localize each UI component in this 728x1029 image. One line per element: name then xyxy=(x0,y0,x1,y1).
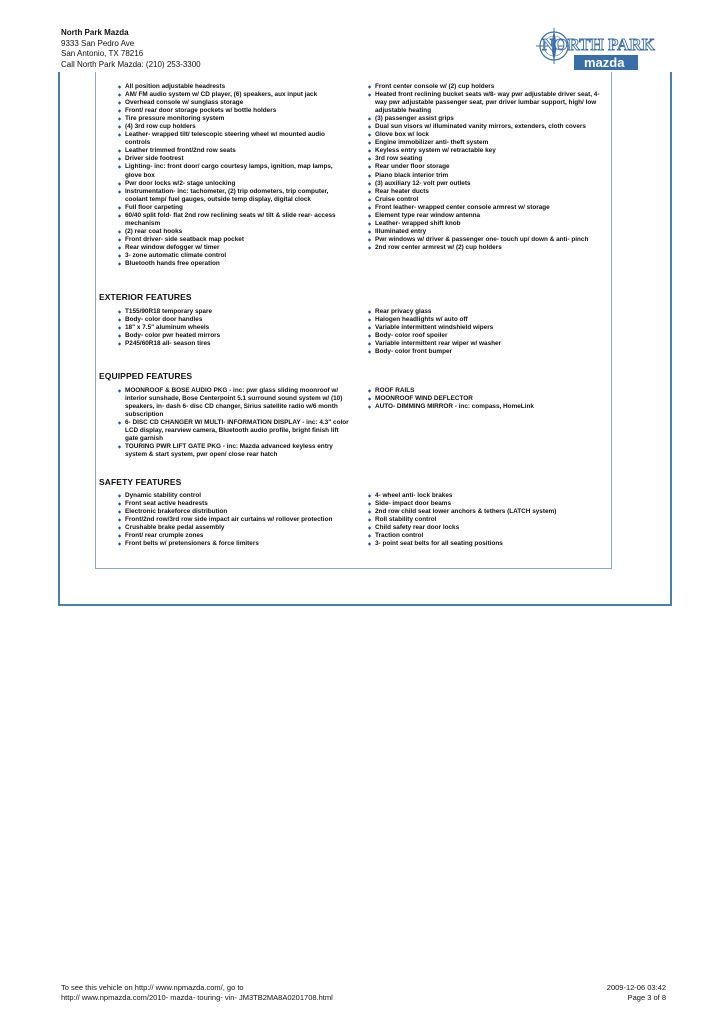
feature-item: ◆ Dual sun visors w/ illuminated vanity mirrors, extenders, cloth covers xyxy=(368,123,606,131)
feature-item: ◆ Front belts w/ pretensioners & force limiters xyxy=(118,540,350,548)
feature-item: ◆ Body- color front bumper xyxy=(368,348,606,356)
feature-item: ◆ Piano black interior trim xyxy=(368,172,606,180)
feature-item: ◆ MOONROOF & BOSE AUDIO PKG - inc: pwr glass sliding moonroof w/ interior sunshade, Bose Centerpoint 5.1 surround sound system w/ (10) speakers, in- dash 6- disc CD changer, Sirius satellite radio w/6 month subscription xyxy=(118,387,350,419)
feature-item: ◆ Instrumentation- inc: tachometer, (2) trip odometers, trip computer, coolant temp/ fuel gauges, outside temp display, digital clock xyxy=(118,188,350,204)
feature-item: ◆ Body- color door handles xyxy=(118,316,350,324)
logo-text-bottom: mazda xyxy=(584,55,625,70)
feature-item: ◆ Body- color roof spoiler xyxy=(368,332,606,340)
feature-item: ◆ 2nd row center armrest w/ (2) cup holders xyxy=(368,244,606,252)
feature-item: ◆ Heated front reclining bucket seats w/8- way pwr adjustable driver seat, 4- way pwr adjustable passenger seat, pwr driver lumbar support, high/ low adjustable heating xyxy=(368,91,606,115)
equipped-features-right xyxy=(368,387,606,411)
feature-item: ◆ Pwr windows w/ driver & passenger one- touch up/ down & anti- pinch xyxy=(368,236,606,244)
feature-item: ◆ Front/ rear door storage pockets w/ bottle holders xyxy=(118,107,350,115)
feature-item: ◆ Halogen headlights w/ auto off xyxy=(368,316,606,324)
feature-item: ◆ Electronic brakeforce distribution xyxy=(118,508,350,516)
feature-item: ◆ Engine immobilizer anti- theft system xyxy=(368,139,606,147)
feature-item: ◆ Dynamic stability control xyxy=(118,492,350,500)
feature-item: ◆ Element type rear window antenna xyxy=(368,212,606,220)
footer-timestamp: 2009-12-06 03:42 xyxy=(606,983,666,992)
interior-features-right xyxy=(368,83,606,252)
feature-item: ◆ 3rd row seating xyxy=(368,155,606,163)
feature-item: ◆ Body- color pwr heated mirrors xyxy=(118,332,350,340)
dealer-info xyxy=(61,28,201,70)
exterior-features-right xyxy=(368,308,606,356)
dealer-name: North Park Mazda xyxy=(61,28,129,37)
dealer-address-line1: 9333 San Pedro Ave xyxy=(61,38,135,48)
equipped-features-title: EQUIPPED FEATURES xyxy=(99,371,193,381)
logo-text-top: NORTH PARK xyxy=(542,35,655,54)
feature-item: ◆ Leather- wrapped shift knob xyxy=(368,220,606,228)
footer-page-number: Page 3 of 8 xyxy=(627,993,666,1002)
feature-item: ◆ 4- wheel anti- lock brakes xyxy=(368,492,606,500)
feature-item: ◆ P245/60R18 all- season tires xyxy=(118,340,350,348)
exterior-features-title: EXTERIOR FEATURES xyxy=(99,292,192,302)
dealer-address-line2: San Antonio, TX 78216 xyxy=(61,49,144,58)
feature-item: ◆ 6- DISC CD CHANGER W/ MULTI- INFORMATION DISPLAY - inc: 4.3" color LCD display, rearview camera, Bluetooth audio profile, bright finish lift gate garnish xyxy=(118,419,350,443)
feature-item: ◆ Front leather- wrapped center console armrest w/ storage xyxy=(368,204,606,212)
interior-features-left xyxy=(118,83,350,268)
feature-item: ◆ Child safety rear door locks xyxy=(368,524,606,532)
feature-item: ◆ Front/2nd row/3rd row side impact air curtains w/ rollover protection xyxy=(118,516,350,524)
feature-item: ◆ ROOF RAILS xyxy=(368,387,606,395)
feature-item: ◆ (3) passenger assist grips xyxy=(368,115,606,123)
feature-item: ◆ Rear window defogger w/ timer xyxy=(118,244,350,252)
feature-item: ◆ Front/ rear crumple zones xyxy=(118,532,350,540)
feature-item: ◆ AM/ FM audio system w/ CD player, (6) speakers, aux input jack xyxy=(118,91,350,99)
feature-item: ◆ Full floor carpeting xyxy=(118,204,350,212)
feature-item: ◆ Variable intermittent windshield wipers xyxy=(368,324,606,332)
feature-item: ◆ 2nd row child seat lower anchors & tethers (LATCH system) xyxy=(368,508,606,516)
safety-features-right xyxy=(368,492,606,548)
footer-left xyxy=(61,983,333,1003)
feature-item: ◆ Lighting- inc: front door/ cargo courtesy lamps, ignition, map lamps, glove box xyxy=(118,163,350,179)
feature-item: ◆ 60/40 split fold- flat 2nd row reclining seats w/ tilt & slide rear- access mechanism xyxy=(118,212,350,228)
feature-item: ◆ (3) auxiliary 12- volt pwr outlets xyxy=(368,180,606,188)
feature-item: ◆ Illuminated entry xyxy=(368,228,606,236)
feature-item: ◆ Leather- wrapped tilt/ telescopic steering wheel w/ mounted audio controls xyxy=(118,131,350,147)
safety-features-title: SAFETY FEATURES xyxy=(99,477,182,487)
feature-item: ◆ Crushable brake pedal assembly xyxy=(118,524,350,532)
feature-item: ◆ AUTO- DIMMING MIRROR - inc: compass, HomeLink xyxy=(368,403,606,411)
feature-item: ◆ Driver side footrest xyxy=(118,155,350,163)
feature-item: ◆ Cruise control xyxy=(368,196,606,204)
footer-right xyxy=(607,983,666,1003)
feature-item: ◆ 3- point seat belts for all seating positions xyxy=(368,540,606,548)
feature-item: ◆ (2) rear coat hooks xyxy=(118,228,350,236)
feature-item: ◆ Rear privacy glass xyxy=(368,308,606,316)
feature-item: ◆ Pwr door locks w/2- stage unlocking xyxy=(118,180,350,188)
feature-item: ◆ Front driver- side seatback map pocket xyxy=(118,236,350,244)
feature-item: ◆ 18" x 7.5" aluminum wheels xyxy=(118,324,350,332)
feature-item: ◆ MOONROOF WIND DEFLECTOR xyxy=(368,395,606,403)
footer-line1: To see this vehicle on http:// www.npmazda.com/, go to xyxy=(61,983,244,992)
feature-item: ◆ T155/90R18 temporary spare xyxy=(118,308,350,316)
feature-item: ◆ TOURING PWR LIFT GATE PKG - inc: Mazda advanced keyless entry system & start system, pwr open/ close rear hatch xyxy=(118,443,350,459)
feature-item: ◆ (4) 3rd row cup holders xyxy=(118,123,350,131)
feature-item: ◆ Leather trimmed front/2nd row seats xyxy=(118,147,350,155)
dealer-logo xyxy=(524,24,672,76)
footer-vehicle-link[interactable]: http:// www.npmazda.com/2010- mazda- touring- vin- JM3TB2MA8A0201708.html xyxy=(61,993,333,1002)
feature-item: ◆ Overhead console w/ sunglass storage xyxy=(118,99,350,107)
feature-item: ◆ Rear under floor storage xyxy=(368,163,606,171)
feature-item: ◆ Rear heater ducts xyxy=(368,188,606,196)
feature-item: ◆ Traction control xyxy=(368,532,606,540)
feature-item: ◆ Front seat active headrests xyxy=(118,500,350,508)
feature-item: ◆ Variable intermittent rear wiper w/ washer xyxy=(368,340,606,348)
exterior-features-left xyxy=(118,308,350,348)
feature-item: ◆ 3- zone automatic climate control xyxy=(118,252,350,260)
feature-item: ◆ All position adjustable headrests xyxy=(118,83,350,91)
feature-item: ◆ Glove box w/ lock xyxy=(368,131,606,139)
feature-item: ◆ Bluetooth hands free operation xyxy=(118,260,350,268)
feature-item: ◆ Tire pressure monitoring system xyxy=(118,115,350,123)
feature-item: ◆ Roll stability control xyxy=(368,516,606,524)
dealer-phone: Call North Park Mazda: (210) 253-3300 xyxy=(61,59,201,69)
feature-item: ◆ Keyless entry system w/ retractable key xyxy=(368,147,606,155)
feature-item: ◆ Front center console w/ (2) cup holders xyxy=(368,83,606,91)
feature-item: ◆ Side- impact door beams xyxy=(368,500,606,508)
equipped-features-left xyxy=(118,387,350,459)
safety-features-left xyxy=(118,492,350,548)
